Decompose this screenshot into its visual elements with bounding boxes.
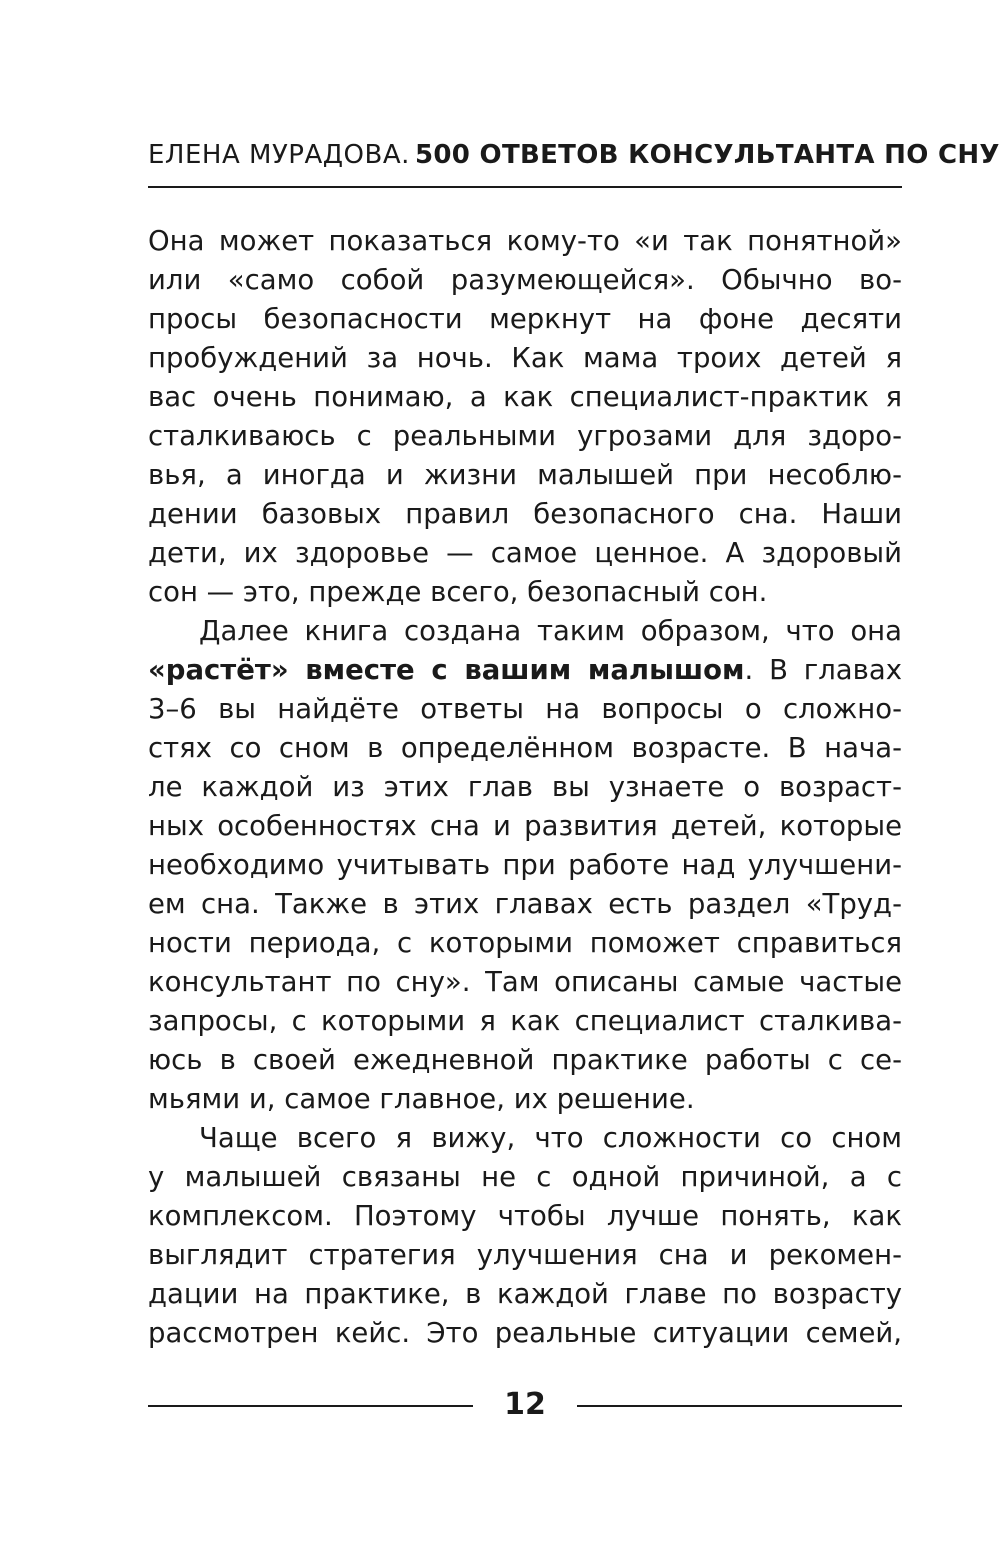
text-line (148, 300, 902, 339)
text-line (148, 924, 902, 963)
text-line (148, 885, 902, 924)
page-number: 12 (504, 1387, 546, 1422)
text-line (148, 339, 902, 378)
text-line (148, 1197, 902, 1236)
text-line (148, 729, 902, 768)
text-run: сталкиваюсь с реальными угрозами для здоро- (148, 420, 902, 452)
footer-rule-left (148, 1405, 473, 1407)
header-rule (148, 186, 902, 188)
text-line (148, 846, 902, 885)
text-run: Чаще всего я вижу, что сложности со сном (199, 1122, 902, 1154)
text-line (148, 1314, 902, 1353)
text-line (148, 1080, 902, 1119)
running-header (148, 140, 1000, 180)
text-run: . В главах (744, 654, 902, 686)
text-line (148, 261, 902, 300)
text-run: ности периода, с которыми поможет справиться (148, 927, 902, 959)
text-run: просы безопасности меркнут на фоне десяти (148, 303, 902, 335)
text-run: Она может показаться кому-то «и так понятной» (148, 225, 902, 257)
emphasis-text: «растёт» вместе с вашим малышом (148, 654, 745, 686)
text-line (148, 768, 902, 807)
text-line (148, 807, 902, 846)
text-run: или «само собой разумеющейся». Обычно во- (148, 264, 902, 296)
text-run: ле каждой из этих глав вы узнаете о возраст- (148, 771, 902, 803)
text-line (148, 1158, 902, 1197)
header-author: ЕЛЕНА МУРАДОВА. (148, 140, 410, 170)
text-run: ных особенностях сна и развития детей, которые (148, 810, 902, 842)
text-run: пробуждений за ночь. Как мама троих детей я (148, 342, 902, 374)
text-run: необходимо учитывать при работе над улучшени- (148, 849, 902, 881)
text-line (148, 534, 902, 573)
text-run: дении базовых правил безопасного сна. Наши (148, 498, 902, 530)
text-run: мьями и, самое главное, их решение. (148, 1083, 695, 1115)
text-run: дации на практике, в каждой главе по возрасту (148, 1278, 902, 1310)
text-line (148, 1236, 902, 1275)
text-line (148, 417, 902, 456)
text-run: комплексом. Поэтому чтобы лучше понять, как (148, 1200, 902, 1232)
text-line (148, 1275, 902, 1314)
text-line (148, 612, 902, 651)
text-run: сон — это, прежде всего, безопасный сон. (148, 576, 768, 608)
footer-rule-right (577, 1405, 902, 1407)
text-line (148, 495, 902, 534)
text-line (148, 651, 902, 690)
text-line (148, 690, 902, 729)
text-line (148, 378, 902, 417)
text-run: рассмотрен кейс. Это реальные ситуации семей, (148, 1317, 902, 1349)
text-line (148, 1002, 902, 1041)
text-run: выглядит стратегия улучшения сна и рекомен- (148, 1239, 902, 1271)
text-run: стях со сном в определённом возрасте. В нача- (148, 732, 902, 764)
text-run: запросы, с которыми я как специалист сталкива- (148, 1005, 902, 1037)
text-line (148, 963, 902, 1002)
text-line (148, 222, 902, 261)
text-run: консультант по сну». Там описаны самые частые (148, 966, 902, 998)
text-run: Далее книга создана таким образом, что она (199, 615, 902, 647)
page-body (148, 222, 902, 1353)
text-line (148, 573, 902, 612)
text-run: у малышей связаны не с одной причиной, а с (148, 1161, 902, 1193)
text-line (148, 1119, 902, 1158)
text-run: дети, их здоровье — самое ценное. А здоровый (148, 537, 902, 569)
text-run: ем сна. Также в этих главах есть раздел «Труд- (148, 888, 902, 920)
text-run: вья, а иногда и жизни малышей при несоблю- (148, 459, 902, 491)
text-run: 3–6 вы найдёте ответы на вопросы о сложно- (148, 693, 902, 725)
text-run: юсь в своей ежедневной практике работы с се- (148, 1044, 902, 1076)
header-title: 500 ОТВЕТОВ КОНСУЛЬТАНТА ПО СНУ (415, 140, 1000, 170)
text-line (148, 456, 902, 495)
text-run: вас очень понимаю, а как специалист-практик я (148, 381, 902, 413)
text-line (148, 1041, 902, 1080)
